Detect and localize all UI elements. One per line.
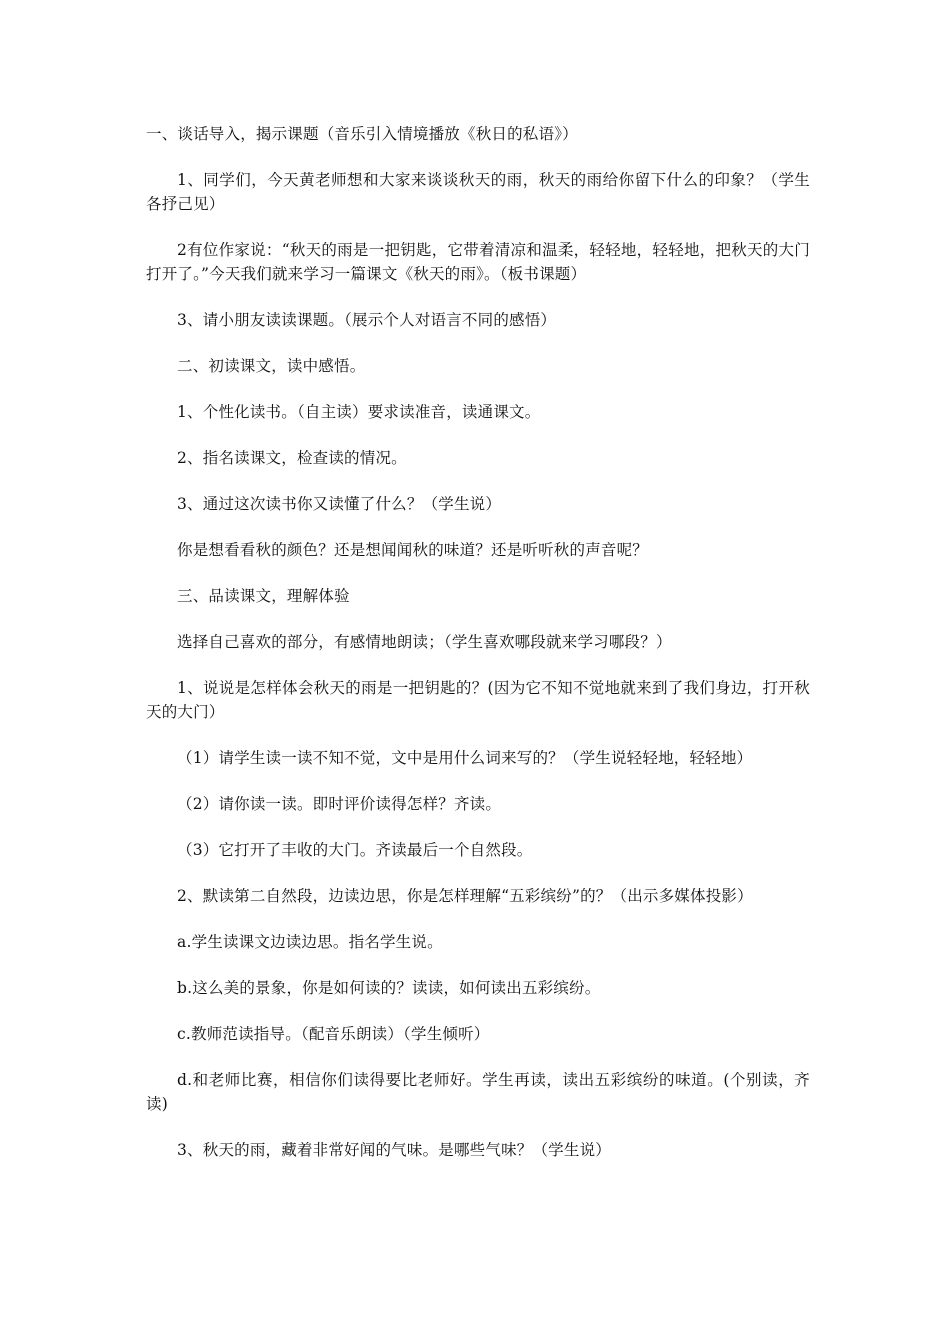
paragraph: 1、同学们，今天黄老师想和大家来谈谈秋天的雨，秋天的雨给你留下什么的印象？（学生各抒己见） — [146, 171, 810, 213]
paragraph: 你是想看看秋的颜色？还是想闻闻秋的味道？还是听听秋的声音呢？ — [177, 541, 649, 559]
paragraph: 1、个性化读书。（自主读）要求读准音，读通课文。 — [177, 403, 541, 421]
paragraph: 3、秋天的雨，藏着非常好闻的气味。是哪些气味？（学生说） — [177, 1141, 611, 1159]
paragraph: 2、默读第二自然段，边读边思，你是怎样理解“五彩缤纷”的？（出示多媒体投影） — [177, 887, 753, 905]
paragraph: b.这么美的景象，你是如何读的？读读，如何读出五彩缤纷。 — [177, 979, 601, 997]
paragraph: 3、请小朋友读读课题。（展示个人对语言不同的感悟） — [177, 311, 557, 329]
paragraph: 2、指名读课文，检查读的情况。 — [177, 449, 407, 467]
paragraph: （3）它打开了丰收的大门。齐读最后一个自然段。 — [177, 841, 533, 859]
section-heading-1: 一、谈话导入，揭示课题（音乐引入情境播放《秋日的私语》） — [146, 125, 578, 143]
paragraph: 1、说说是怎样体会秋天的雨是一把钥匙的？(因为它不知不觉地就来到了我们身边，打开秋天的大门） — [146, 679, 810, 721]
paragraph: （1）请学生读一读不知不觉，文中是用什么词来写的？（学生说轻轻地，轻轻地） — [177, 749, 753, 767]
section-heading-3: 三、品读课文，理解体验 — [177, 587, 350, 605]
section-heading-2: 二、初读课文，读中感悟。 — [177, 357, 366, 375]
paragraph: 选择自己喜欢的部分，有感情地朗读；（学生喜欢哪段就来学习哪段？） — [177, 633, 672, 651]
paragraph: d.和老师比赛，相信你们读得要比老师好。学生再读，读出五彩缤纷的味道。(个别读，齐读) — [146, 1071, 810, 1113]
paragraph: 3、通过这次读书你又读懂了什么？（学生说） — [177, 495, 502, 513]
document-body — [146, 122, 810, 1162]
paragraph: （2）请你读一读。即时评价读得怎样？齐读。 — [177, 795, 502, 813]
paragraph: c.教师范读指导。（配音乐朗读）（学生倾听） — [177, 1025, 490, 1043]
paragraph: 2有位作家说：“秋天的雨是一把钥匙，它带着清凉和温柔，轻轻地，轻轻地，把秋天的大门打开了。”今天我们就来学习一篇课文《秋天的雨》。（板书课题） — [146, 241, 810, 283]
paragraph: a.学生读课文边读边思。指名学生说。 — [177, 933, 443, 951]
